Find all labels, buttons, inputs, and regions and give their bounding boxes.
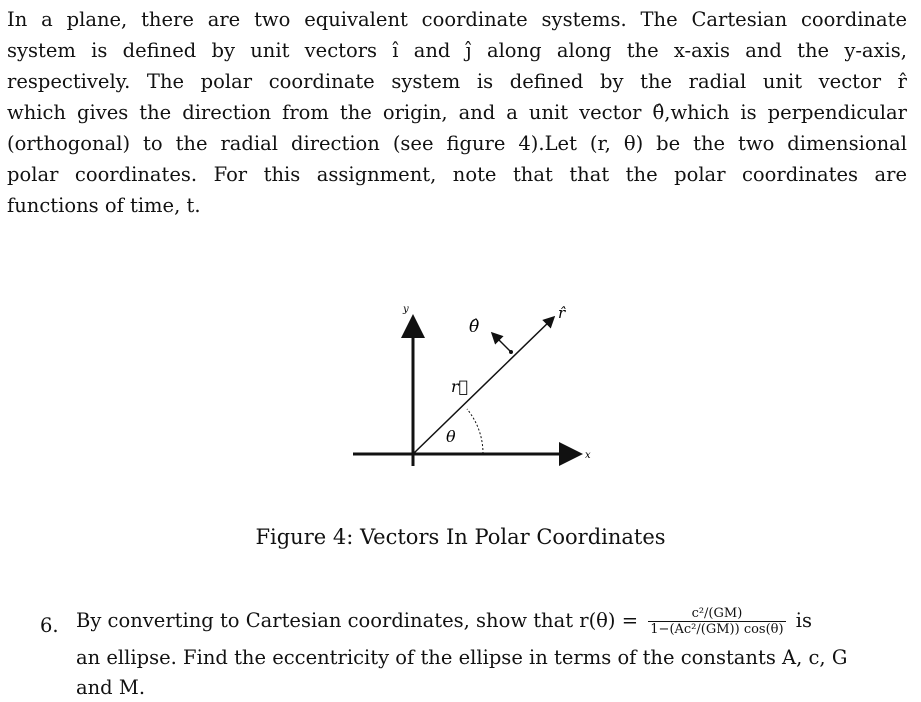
theta-hat-vector <box>493 334 511 352</box>
question-line-1 <box>76 606 812 637</box>
equation-fraction <box>648 606 785 637</box>
paragraph-line: In a plane, there are two equivalent coordinate systems. The Cartesian coordinate <box>7 8 907 31</box>
radial-line <box>413 318 553 454</box>
polar-coordinates-figure <box>345 290 595 470</box>
paragraph-line: (orthogonal) to the radial direction (see figure 4).Let (r, θ) be the two dimensional <box>7 132 907 155</box>
angle-arc <box>467 409 483 454</box>
position-point <box>509 350 513 354</box>
paragraph-line: functions of time, t. <box>7 194 201 217</box>
x-axis-label: x <box>585 450 591 461</box>
question-line-3: and M. <box>76 676 146 699</box>
y-axis-label: y <box>403 304 409 315</box>
paragraph-line: polar coordinates. For this assignment, note that that the polar coordinates are <box>7 163 907 186</box>
intro-paragraph <box>7 4 907 221</box>
question-text-before: By converting to Cartesian coordinates, show that r(θ) = <box>76 609 639 632</box>
angle-label: θ <box>446 427 456 446</box>
paragraph-line: which gives the direction from the origin, and a unit vector θ̂,which is perpendicular <box>7 101 907 124</box>
fraction-denominator: 1−(Ac²/(GM)) cos(θ) <box>650 622 784 637</box>
figure-caption: Figure 4: Vectors In Polar Coordinates <box>255 525 666 549</box>
paragraph-line: system is defined by unit vectors î and ĵ along along the x-axis and the y-axis, <box>7 39 907 62</box>
r-vector-label: r⃗ <box>451 377 469 396</box>
question-line-2: an ellipse. Find the eccentricity of the ellipse in terms of the constants A, c, G <box>76 646 848 669</box>
question-number: 6. <box>40 614 59 637</box>
paragraph-line: respectively. The polar coordinate system is defined by the radial unit vector r̂ <box>7 70 907 93</box>
question-text-after: is <box>795 609 813 632</box>
r-hat-label: r̂ <box>558 304 566 322</box>
theta-hat-label: θ̂ <box>469 317 480 337</box>
fraction-numerator: c²/(GM) <box>648 606 785 622</box>
